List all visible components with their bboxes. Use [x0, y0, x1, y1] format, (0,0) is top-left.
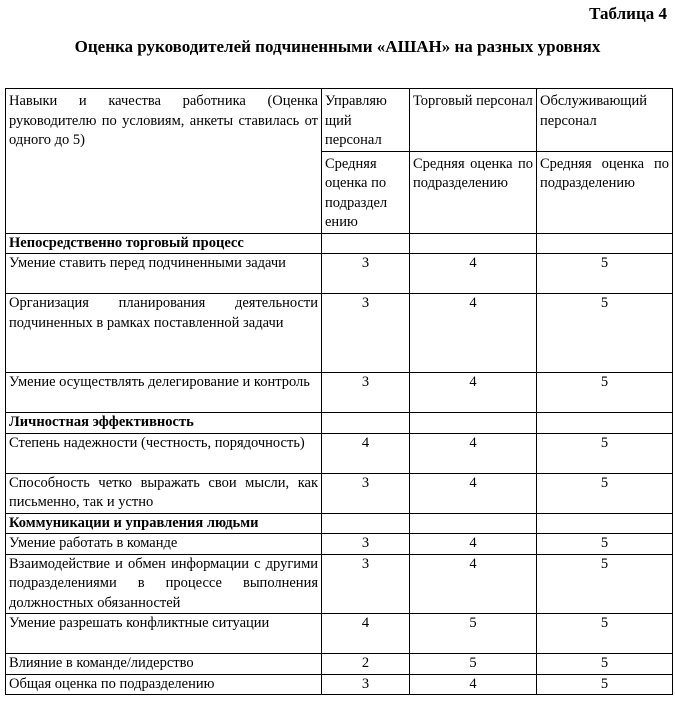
section-row	[6, 233, 673, 254]
subheader-service: Средняя оценка по подразделению	[537, 151, 673, 233]
score-cell: 3	[322, 373, 410, 413]
section-empty-cell	[410, 513, 537, 534]
score-cell: 5	[537, 433, 673, 473]
skill-cell: Степень надежности (честность, порядочность)	[6, 433, 322, 473]
score-cell: 5	[537, 534, 673, 555]
section-empty-cell	[322, 233, 410, 254]
score-cell: 4	[410, 674, 537, 695]
score-cell: 4	[410, 294, 537, 373]
skill-cell: Умение ставить перед подчиненными задачи	[6, 254, 322, 294]
table-row	[6, 554, 673, 614]
section-empty-cell	[410, 233, 537, 254]
score-cell: 3	[322, 473, 410, 513]
score-cell: 4	[410, 554, 537, 614]
subheader-management: Средняя оценка по подраздел ению	[322, 151, 410, 233]
section-empty-cell	[537, 513, 673, 534]
score-cell: 3	[322, 294, 410, 373]
header-service: Обслуживающий персонал	[537, 89, 673, 152]
score-cell: 4	[322, 614, 410, 654]
score-cell: 5	[410, 654, 537, 675]
score-cell: 3	[322, 674, 410, 695]
table-body	[6, 233, 673, 695]
skill-cell: Общая оценка по подразделению	[6, 674, 322, 695]
score-cell: 4	[410, 373, 537, 413]
score-cell: 3	[322, 554, 410, 614]
section-title: Личностная эффективность	[6, 413, 322, 434]
section-row	[6, 413, 673, 434]
section-empty-cell	[410, 413, 537, 434]
score-cell: 5	[537, 254, 673, 294]
table-row	[6, 614, 673, 654]
score-cell: 4	[322, 433, 410, 473]
table-row	[6, 674, 673, 695]
section-empty-cell	[537, 233, 673, 254]
section-empty-cell	[322, 413, 410, 434]
section-empty-cell	[322, 513, 410, 534]
score-cell: 4	[410, 473, 537, 513]
section-title: Непосредственно торговый процесс	[6, 233, 322, 254]
score-cell: 4	[410, 254, 537, 294]
header-skills: Навыки и качества работника (Оценка руководителю по условиям, анкеты ставилась от одного до 5)	[6, 89, 322, 234]
skill-cell: Умение разрешать конфликтные ситуации	[6, 614, 322, 654]
table-row	[6, 473, 673, 513]
score-cell: 2	[322, 654, 410, 675]
skill-cell: Взаимодействие и обмен информации с другими подразделениями в процессе выполнения должностных обязанностей	[6, 554, 322, 614]
skill-cell: Организация планирования деятельности подчиненных в рамках поставленной задачи	[6, 294, 322, 373]
table-row	[6, 654, 673, 675]
table-row	[6, 254, 673, 294]
skill-cell: Умение работать в команде	[6, 534, 322, 555]
score-cell: 3	[322, 254, 410, 294]
score-cell: 5	[537, 554, 673, 614]
score-cell: 5	[537, 614, 673, 654]
skill-cell: Способность четко выражать свои мысли, как письменно, так и устно	[6, 473, 322, 513]
score-cell: 3	[322, 534, 410, 555]
table-row	[6, 294, 673, 373]
score-cell: 5	[537, 373, 673, 413]
skill-cell: Влияние в команде/лидерство	[6, 654, 322, 675]
ratings-table	[5, 88, 673, 695]
header-row	[6, 89, 673, 152]
table-row	[6, 433, 673, 473]
score-cell: 4	[410, 534, 537, 555]
table-row	[6, 534, 673, 555]
table-caption: Таблица 4	[589, 4, 667, 23]
section-empty-cell	[537, 413, 673, 434]
section-title: Коммуникации и управления людьми	[6, 513, 322, 534]
subheader-sales: Средняя оценка по подразделению	[410, 151, 537, 233]
header-management: Управляю щий персонал	[322, 89, 410, 152]
score-cell: 5	[537, 294, 673, 373]
score-cell: 5	[537, 654, 673, 675]
table-title: Оценка руководителей подчиненными «АШАН» на разных уровнях	[74, 37, 601, 56]
score-cell: 5	[537, 674, 673, 695]
skill-cell: Умение осуществлять делегирование и контроль	[6, 373, 322, 413]
score-cell: 4	[410, 433, 537, 473]
header-sales: Торговый персонал	[410, 89, 537, 152]
score-cell: 5	[537, 473, 673, 513]
score-cell: 5	[410, 614, 537, 654]
table-row	[6, 373, 673, 413]
section-row	[6, 513, 673, 534]
